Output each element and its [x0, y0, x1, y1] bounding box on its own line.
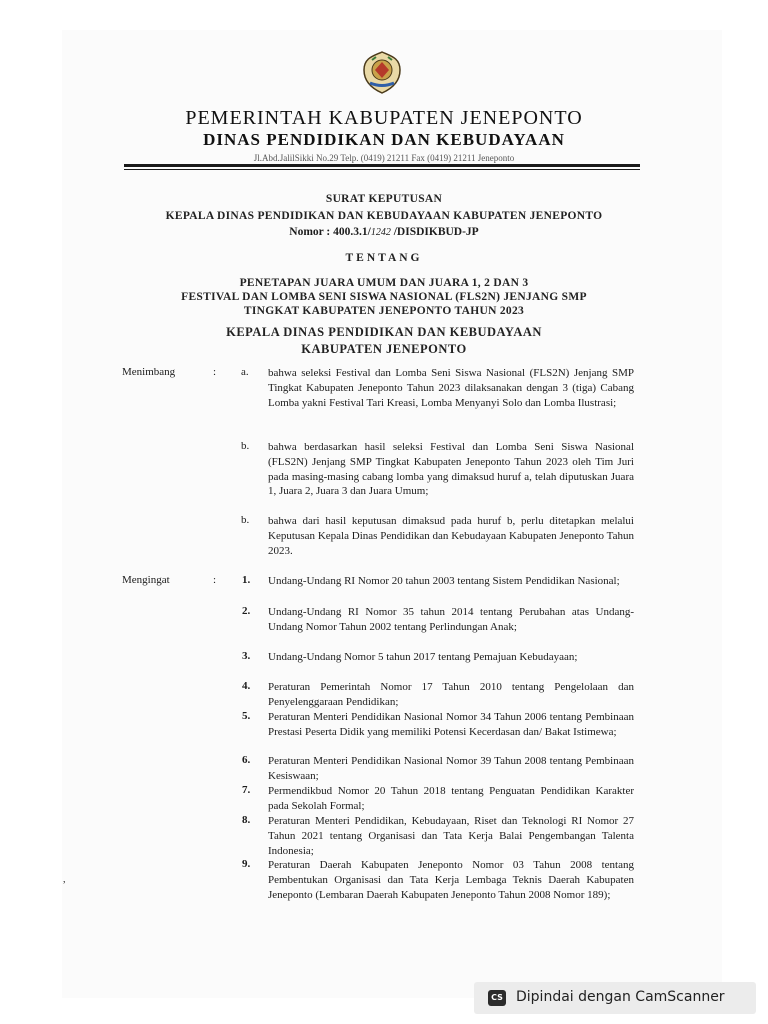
mengingat-item: Peraturan Pemerintah Nomor 17 Tahun 2010 tentang Pengelolaan dan Penyelenggaraan Pendidikan;: [268, 681, 634, 708]
mengingat-item: Peraturan Menteri Pendidikan, Kebudayaan, Riset dan Teknologi RI Nomor 27 Tahun 2021 tentang Organisasi dan Tata Kerja Balai Pengembangan Talenta Indonesia;: [268, 815, 634, 857]
mengingat-marker: 1.: [242, 574, 251, 586]
issuer: KEPALA DINAS PENDIDIKAN DAN KEBUDAYAAN KABUPATEN JENEPONTO: [165, 210, 603, 222]
decree-number-prefix: Nomor : 400.3.1/: [289, 226, 371, 238]
mengingat-label: Mengingat: [122, 574, 170, 586]
letterhead-rule-thin: [124, 169, 640, 170]
letterhead-address: Jl.Abd.JalilSikki No.29 Telp. (0419) 21211 Fax (0419) 21211 Jeneponto: [253, 153, 515, 163]
letterhead-office: DINAS PENDIDIKAN DAN KEBUDAYAAN: [203, 130, 565, 149]
doc-type: SURAT KEPUTUSAN: [325, 193, 443, 205]
menimbang-label: Menimbang: [122, 366, 176, 378]
authority-line-1: KEPALA DINAS PENDIDIKAN DAN KEBUDAYAAN: [226, 325, 542, 339]
mengingat-marker: 4.: [242, 680, 251, 692]
mengingat-item: Peraturan Menteri Pendidikan Nasional Nomor 39 Tahun 2008 tentang Pembinaan Kesiswaan;: [268, 755, 634, 782]
menimbang-marker: b.: [241, 514, 250, 526]
camscanner-watermark: [474, 982, 756, 1014]
authority-line-2: KABUPATEN JENEPONTO: [301, 342, 467, 356]
mengingat-item: Permendikbud Nomor 20 Tahun 2018 tentang Penguatan Pendidikan Karakter pada Sekolah Formal;: [268, 785, 634, 812]
menimbang-marker: b.: [241, 440, 250, 452]
mengingat-marker: 3.: [242, 650, 251, 662]
mengingat-item: Peraturan Daerah Kabupaten Jeneponto Nomor 03 Tahun 2008 tentang Pembentukan Organisasi dan Tata Kerja Lembaga Teknis Daerah Kabupaten Jeneponto (Lembaran Daerah Kabupaten Jeneponto Tahun 2008 Nomor 189);: [268, 859, 634, 901]
mengingat-item: Undang-Undang RI Nomor 35 tahun 2014 tentang Perubahan atas Undang-Undang Nomor Tahun 2002 tentang Perlindungan Anak;: [268, 606, 634, 633]
letterhead-government: PEMERINTAH KABUPATEN JENEPONTO: [185, 107, 583, 129]
mengingat-marker: 8.: [242, 814, 251, 826]
camscanner-icon: CS: [488, 990, 506, 1006]
mengingat-marker: 9.: [242, 858, 251, 870]
subject-line-3: TINGKAT KABUPATEN JENEPONTO TAHUN 2023: [243, 305, 525, 317]
stray-mark: ,: [63, 874, 66, 885]
mengingat-marker: 6.: [242, 754, 251, 766]
mengingat-marker: 2.: [242, 605, 251, 617]
camscanner-text: Dipindai dengan CamScanner: [516, 989, 725, 1005]
subject-line-2: FESTIVAL DAN LOMBA SENI SISWA NASIONAL (FLS2N) JENJANG SMP: [181, 291, 587, 303]
tentang-heading: TENTANG: [345, 252, 423, 264]
menimbang-item: bahwa dari hasil keputusan dimaksud pada huruf b, perlu ditetapkan melalui Keputusan Kepala Dinas Pendidikan dan Kebudayaan Kabupaten Jeneponto Tahun 2023.: [268, 515, 634, 557]
menimbang-item: bahwa seleksi Festival dan Lomba Seni Siswa Nasional (FLS2N) Jenjang SMP Tingkat Kabupaten Jeneponto Tahun 2023 dilaksanakan dengan 3 (tiga) Cabang Lomba yakni Festival Tari Kreasi, Lomba Menyanyi Solo dan Lomba Ilustrasi;: [268, 367, 634, 409]
menimbang-colon: :: [213, 366, 217, 378]
decree-number-suffix: /DISDIKBUD-JP: [390, 226, 479, 238]
letterhead-rule-thick: [124, 164, 640, 167]
mengingat-item: Peraturan Menteri Pendidikan Nasional Nomor 34 Tahun 2006 tentang Pembinaan Prestasi Peserta Didik yang memiliki Potensi Kecerdasan dan/ Bakat Istimewa;: [268, 711, 634, 738]
mengingat-item: Undang-Undang Nomor 5 tahun 2017 tentang Pemajuan Kebudayaan;: [268, 651, 578, 663]
mengingat-marker: 5.: [242, 710, 251, 722]
decree-number: [0, 226, 768, 238]
menimbang-item: bahwa berdasarkan hasil seleksi Festival dan Lomba Seni Siswa Nasional (FLS2N) Jenjang SMP Tingkat Kabupaten Jeneponto Tahun 2023 oleh Tim Juri pada masing-masing cabang lomba yang dimaksud huruf a, telah diputuskan Juara 1, Juara 2, Juara 3 dan Juara Umum;: [268, 441, 634, 498]
menimbang-marker: a.: [241, 366, 249, 378]
mengingat-colon: :: [213, 574, 217, 586]
mengingat-marker: 7.: [242, 784, 251, 796]
regency-emblem-icon: [358, 48, 406, 96]
subject-line-1: PENETAPAN JUARA UMUM DAN JUARA 1, 2 DAN 3: [239, 277, 529, 289]
decree-number-handwritten: 1242: [370, 227, 391, 238]
mengingat-item: Undang-Undang RI Nomor 20 tahun 2003 tentang Sistem Pendidikan Nasional;: [268, 575, 620, 587]
